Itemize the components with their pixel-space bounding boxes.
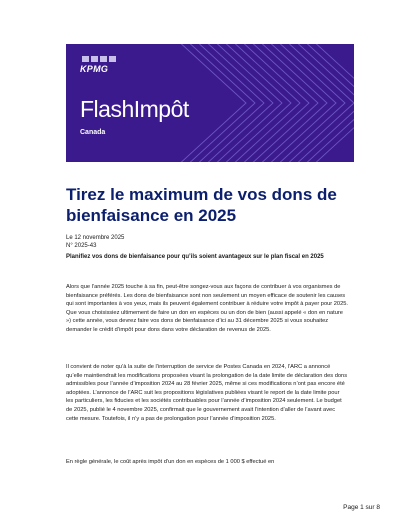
banner-line <box>185 44 255 162</box>
banner-line <box>257 44 327 162</box>
header-banner <box>66 44 354 162</box>
banner-line <box>266 44 336 162</box>
banner-line <box>248 44 318 162</box>
kpmg-logo: KPMG <box>80 64 109 74</box>
publication-number: N° 2025-43 <box>66 243 97 249</box>
banner-line <box>275 44 345 162</box>
document-title: Tirez le maximum de vos dons de bienfaisance en 2025 <box>66 185 337 225</box>
banner-line <box>221 44 291 162</box>
publication-date: Le 12 novembre 2025 <box>66 235 125 241</box>
banner-line <box>284 44 354 162</box>
banner-line <box>230 44 300 162</box>
page-number: Page 1 sur 8 <box>343 504 380 511</box>
banner-line <box>194 44 264 162</box>
banner-line <box>302 44 354 162</box>
banner-subtitle: Canada <box>80 129 106 136</box>
kpmg-logo-squares <box>82 56 116 62</box>
lead-paragraph: Planifiez vos dons de bienfaisance pour qu’ils soient avantageux sur le plan fiscal en 2025 <box>66 254 324 260</box>
banner-line <box>212 44 282 162</box>
body-paragraph: En règle générale, le coût après impôt d’un don en espèces de 1 000 $ effectué en <box>66 459 275 465</box>
banner-title: FlashImpôt <box>80 96 189 122</box>
document-meta <box>66 234 124 250</box>
banner-line <box>203 44 273 162</box>
banner-line <box>239 44 309 162</box>
body-paragraph: Alors que l’année 2025 touche à sa fin, peut-être songez-vous aux façons de contribuer à vos organismes de bienfaisance préférés. Les dons de bienfaisance sont non seulement un moyen efficace de soutenir les causes qui sont importantes à vos yeux, mais ils peuvent également contribuer à réduire votre impôt à payer pour 2025. Que vous choisissiez ultimement de faire un don en espèces ou un don de bien (aussi appelé « don en nature ») cette année, vous devrez faire vos dons de bienfaisance d’ici au 31 décembre 2025 si vous souhaitez demander le crédit d’impôt pour dons dans votre déclaration de revenus de 2025. <box>66 284 349 333</box>
body-paragraph: Il convient de noter qu’à la suite de l’interruption de service de Postes Canada en 2024, l’ARC a annoncé qu’elle maintiendrait les modifications proposées visant la prolongation de la date limite de déclaration des dons admissibles pour l’année d’imposition 2024 au 28 février 2025, même si ces modifications n’ont pas encore été adoptées. L’annonce de l’ARC suit les propositions législatives publiées visant le report de la date limite pour les particuliers, les fiducies et les sociétés contribuables pour l’année d’imposition 2024 seulement. Le budget de 2025, publié le 4 novembre 2025, confirmait que le gouvernement avait l’intention d’aller de l’avant avec cette mesure. Toutefois, il n’y a pas de prolongation pour l’année d’imposition 2025. <box>66 364 348 422</box>
